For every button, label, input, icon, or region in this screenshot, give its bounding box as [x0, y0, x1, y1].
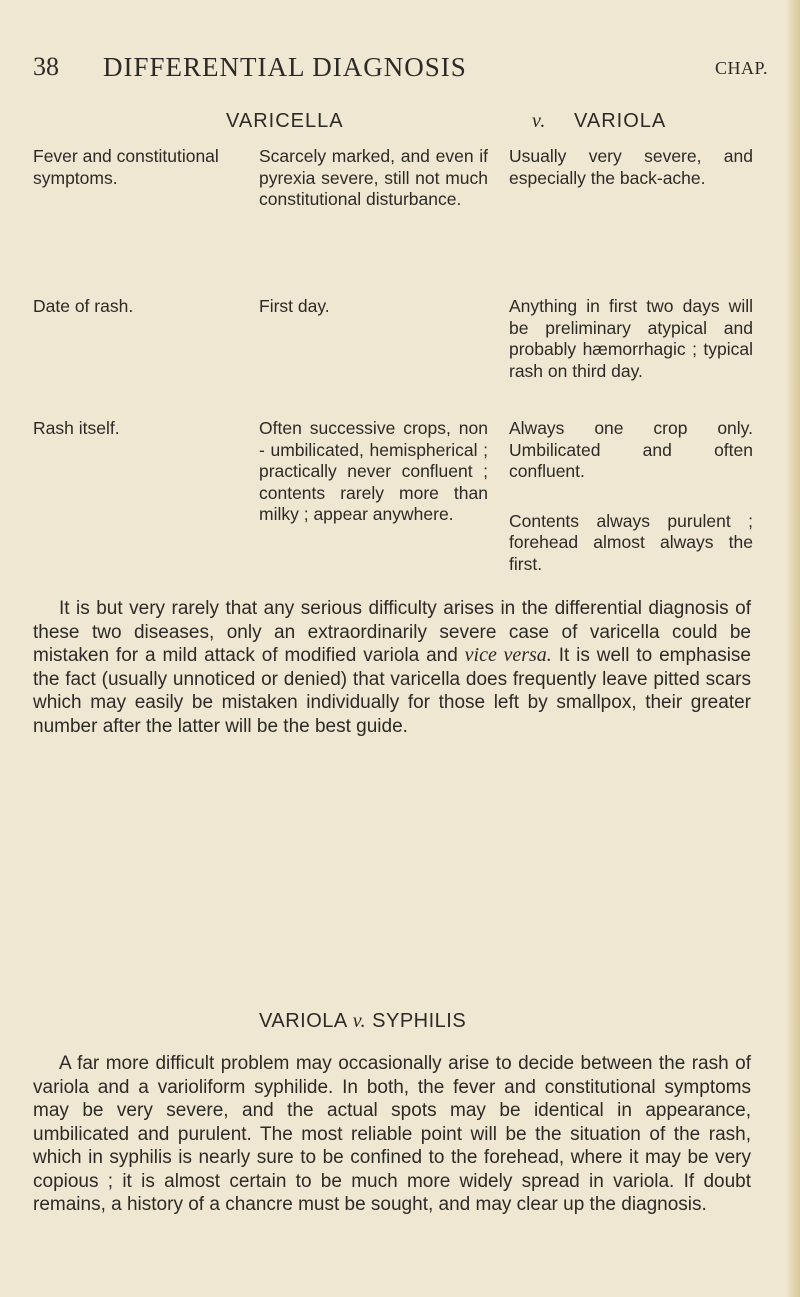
chapter-label: CHAP. — [714, 58, 768, 78]
row-label-date: Date of rash. — [33, 296, 134, 316]
variola-rash-text-1: Always one crop only. Umbilicated and often confluent. — [509, 418, 753, 481]
varicella-rash-text: Often successive crops, non - umbilicated, hemispherical ; practically never confluent ; contents rarely more than milky ; appear anywhere. — [259, 418, 488, 524]
varicella-rash — [259, 418, 488, 526]
row-label-rash: Rash itself. — [33, 418, 120, 438]
paragraph-1 — [33, 597, 751, 738]
paragraph-2-text: A far more difficult problem may occasionally arise to decide between the rash of variola and a varioliform syphilide. In both, the fever and constitutional symptoms may be very severe, and the actual spots may be identical in appearance, umbilicated and purulent. The most reliable point will be the situation of the rash, which in syphilis is nearly sure to be confined to the forehead, where it may be very copious ; it is almost certain to be much more widely spread in variola. If doubt remains, a history of a chancre must be sought, and may clear up the diagnosis. — [33, 1053, 751, 1215]
table-title-left: VARICELLA — [226, 110, 344, 132]
variola-date-text: Anything in first two days will be preliminary atypical and probably hæmorrhagic ; typical rash on third day. — [509, 296, 753, 381]
running-title: DIFFERENTIAL DIAGNOSIS — [103, 52, 467, 82]
section-2-title — [259, 1010, 466, 1033]
section-2-title-left: VARIOLA — [259, 1010, 347, 1032]
paragraph-1-italic: vice versa. — [464, 644, 552, 666]
page-edge — [786, 0, 800, 1297]
table-title-right: VARIOLA — [574, 110, 667, 132]
row-label-fever: Fever and constitutional symptoms. — [33, 146, 219, 188]
table-title-vs: v. — [532, 110, 547, 132]
varicella-fever — [259, 146, 488, 211]
variola-rash — [509, 418, 753, 575]
varicella-date — [259, 296, 488, 318]
paragraph-1-text-a: It is but very rarely that any serious difficulty arises in the differential diagnosis of these two diseases, only an extraordinarily severe case of varicella could be mistaken for a mild attack of modified variola and — [33, 598, 751, 666]
paragraph-1-text-b: It is well to emphasise the fact (usually unnoticed or denied) that varicella does frequently leave pitted scars which may easily be mistaken individually for those left by smallpox, their greater number after the latter will be the best guide. — [33, 645, 751, 737]
variola-fever-text: Usually very severe, and especially the back-ache. — [509, 146, 753, 188]
variola-fever — [509, 146, 753, 189]
varicella-date-text: First day. — [259, 296, 330, 316]
section-2-title-vs: v. — [352, 1010, 367, 1032]
variola-date — [509, 296, 753, 382]
paragraph-2 — [33, 1052, 751, 1217]
running-header — [33, 52, 768, 86]
page-number: 38 — [33, 52, 59, 81]
section-2-title-right: SYPHILIS — [372, 1010, 467, 1032]
varicella-fever-text: Scarcely marked, and even if pyrexia severe, still not much constitutional disturbance. — [259, 146, 488, 209]
variola-rash-text-2: Contents always purulent ; forehead almost always the first. — [509, 510, 753, 574]
